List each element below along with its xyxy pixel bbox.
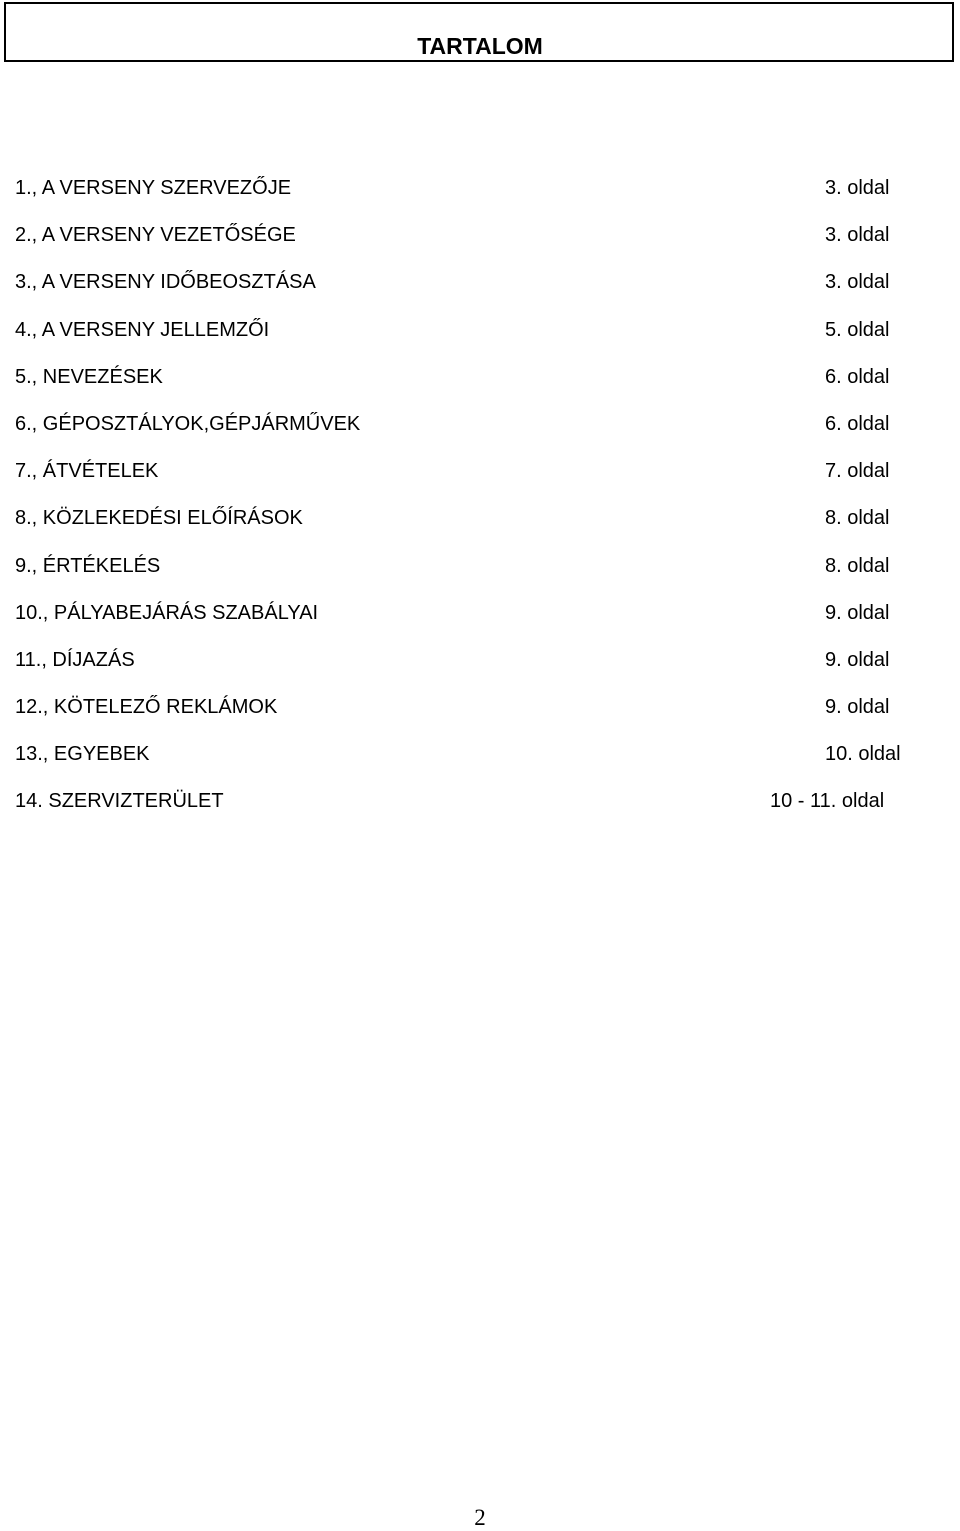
toc-item: [0, 646, 960, 693]
toc-item-page: 10 - 11. oldal: [770, 790, 885, 813]
toc-item: [0, 457, 960, 504]
page-number: 2: [474, 1505, 486, 1530]
toc-item: [0, 268, 960, 315]
toc-item: [0, 693, 960, 740]
toc-item: [0, 552, 960, 599]
toc-item-page: 3. oldal: [825, 271, 890, 294]
toc-item: [0, 504, 960, 551]
toc-item: [0, 787, 960, 834]
table-of-contents: [0, 174, 960, 835]
toc-item-page: 6. oldal: [825, 412, 890, 435]
toc-item-page: 5. oldal: [825, 318, 890, 341]
toc-item: [0, 316, 960, 363]
toc-item-label: 1., A VERSENY SZERVEZŐJE: [15, 177, 292, 199]
toc-item-label: 3., A VERSENY IDŐBEOSZTÁSA: [15, 271, 316, 294]
toc-item-label: 6., GÉPOSZTÁLYOK,GÉPJÁRMŰVEK: [15, 412, 361, 435]
toc-item: [0, 740, 960, 787]
toc-item-label: 4., A VERSENY JELLEMZŐI: [15, 318, 270, 341]
toc-item-page: 10. oldal: [825, 743, 901, 766]
toc-item-page: 3. oldal: [825, 224, 890, 247]
toc-item: [0, 174, 960, 221]
toc-item-label: 2., A VERSENY VEZETŐSÉGE: [15, 224, 296, 247]
toc-item-label: 8., KÖZLEKEDÉSI ELŐÍRÁSOK: [15, 507, 303, 530]
toc-item-page: 6. oldal: [825, 365, 890, 388]
toc-item: [0, 410, 960, 457]
toc-item-label: 5., NEVEZÉSEK: [15, 365, 163, 388]
toc-item-page: 9. oldal: [825, 696, 890, 719]
toc-item-label: 13., EGYEBEK: [15, 743, 150, 766]
toc-item-page: 8. oldal: [825, 507, 890, 530]
toc-item-label: 12., KÖTELEZŐ REKLÁMOK: [15, 696, 278, 719]
toc-item-page: 9. oldal: [825, 601, 890, 624]
toc-item-page: 9. oldal: [825, 648, 890, 671]
toc-item: [0, 599, 960, 646]
toc-item-label: 14. SZERVIZTERÜLET: [15, 790, 224, 813]
toc-item-label: 7., ÁTVÉTELEK: [15, 460, 159, 483]
toc-item-label: 11., DÍJAZÁS: [15, 648, 135, 671]
page-title: TARTALOM: [417, 33, 543, 59]
toc-item: [0, 363, 960, 410]
toc-item-page: 7. oldal: [825, 460, 890, 483]
toc-item-label: 9., ÉRTÉKELÉS: [15, 554, 161, 577]
toc-item-label: 10., PÁLYABEJÁRÁS SZABÁLYAI: [15, 601, 319, 624]
toc-item-page: 3. oldal: [825, 177, 890, 199]
toc-item: [0, 221, 960, 268]
toc-item-page: 8. oldal: [825, 554, 890, 577]
